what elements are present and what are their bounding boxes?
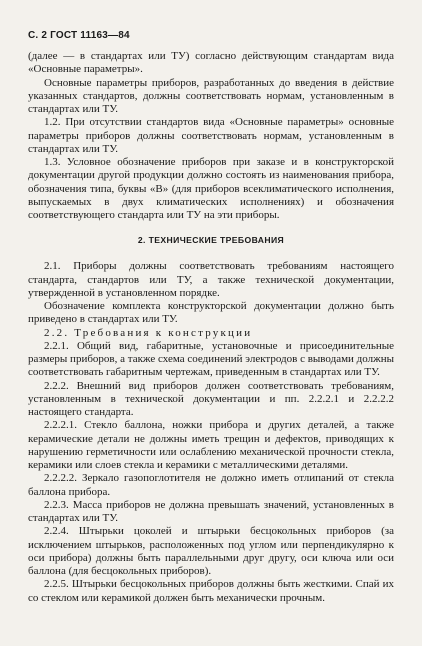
subsection-title: 2.2. Требования к конструкции xyxy=(44,326,253,339)
section-heading: 2. ТЕХНИЧЕСКИЕ ТРЕБОВАНИЯ xyxy=(137,235,285,246)
paragraph: 2.2.1. Общий вид, габаритные, установочные и присоединительные размеры приборов, а также схема соединений электродов с выводами должны соответствовать габаритным чертежам, приведенным в стандартах или ТУ. xyxy=(28,339,394,379)
paragraph: 1.3. Условное обозначение приборов при заказе и в конструкторской документации другой продукции должно состоять из наименования прибора, обозначения типа, буквы «В» (для приборов всеклиматического исполнения, выпускаемых в двух климатических исполнениях) и обозначения соответствующего стандарта или ТУ на эти приборы. xyxy=(28,156,394,221)
paragraph: 2.2.2. Внешний вид приборов должен соответствовать требованиям, установленным в технической документации и пп. 2.2.2.1 и 2.2.2.2 настоящего стандарта. xyxy=(28,379,394,418)
paragraph: Обозначение комплекта конструкторской документации должно быть приведено в стандартах или ТУ. xyxy=(28,300,394,326)
page-header: С. 2 ГОСТ 11163—84 xyxy=(28,30,130,41)
paragraph: 2.2.4. Штырьки цоколей и штырьки бесцокольных приборов (за исключением штырьков, расположенных под углом или перпендикулярно к оси прибора) должны быть параллельными друг другу, оси ключа или оси баллона (для бесцокольных приборов). xyxy=(28,525,394,577)
paragraph: 1.2. При отсутствии стандартов вида «Основные параметры» основные параметры приборов должны соответствовать нормам, установленным в стандартах или ТУ. xyxy=(28,116,394,155)
paragraph: (далее — в стандартах или ТУ) согласно действующим стандартам вида «Основные параметры». xyxy=(28,50,394,76)
paragraph: 2.2.3. Масса приборов не должна превышать значений, установленных в стандартах или ТУ. xyxy=(28,498,394,524)
paragraph: 2.2.5. Штырьки бесцокольных приборов должны быть жесткими. Спай их со стеклом или керамикой должен быть механически прочным. xyxy=(28,578,394,604)
paragraph: Основные параметры приборов, разработанных до введения в действие указанных стандартов, должны соответствовать нормам, установленным в стандартах или ТУ. xyxy=(28,76,394,115)
document-body xyxy=(28,50,394,605)
paragraph: 2.2.2.2. Зеркало газопоглотителя не должно иметь отлипаний от стекла баллона прибора. xyxy=(28,472,394,498)
paragraph: 2.2.2.1. Стекло баллона, ножки прибора и других деталей, а также керамические детали не должны иметь трещин и дефектов, приводящих к нарушению герметичности или ослаблению механической прочности стекла, керамики или слоев стекла и керамики с металлическими деталями. xyxy=(28,419,394,471)
paragraph: 2.1. Приборы должны соответствовать требованиям настоящего стандарта, стандартов или ТУ, а также технической документации, утвержденной в установленном порядке. xyxy=(28,260,394,299)
